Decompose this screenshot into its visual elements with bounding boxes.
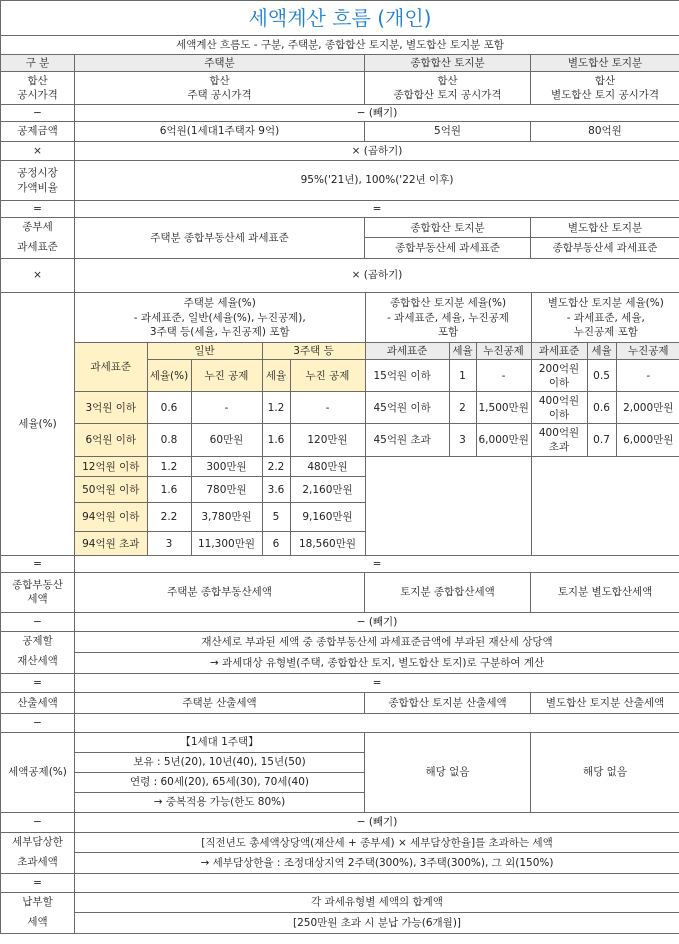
credit-line-1: 【1세대 1주택】 [75, 732, 365, 752]
house-rate-row-2-rate3: 1.6 [262, 424, 290, 457]
comp-land-tax-base: 종합부동산세 과세표준 [365, 238, 531, 258]
tax-payable-line-2: [250만원 초과 시 분납 가능(6개월)] [75, 913, 679, 933]
subtitle: 세액계산 흐름도 - 구분, 주택분, 종합합산 토지분, 별도합산 토지분 포함 [1, 36, 679, 55]
operator-equals-text-3: = [75, 673, 679, 692]
sep-rate-row-2-rate: 0.6 [587, 392, 616, 424]
house-rate-row-2-deduct3: 120만원 [290, 424, 365, 457]
credit-line-3: 연령 : 60세(20), 65세(30), 70세(40) [75, 772, 365, 792]
house-deduction: 6억원(1세대1주택자 9억) [75, 122, 365, 142]
sep-rate-row-1-base: 200억원 이하 [531, 360, 587, 392]
sep-rate-empty [531, 457, 679, 555]
tax-limit-line-1: [직전년도 총세액상당액(재산세 + 종부세) × 세부담상한율]를 초과하는 세액 [75, 832, 679, 852]
house-three-deduct-header: 누진 공제 [290, 360, 365, 392]
house-three-rate-header: 세율 [262, 360, 290, 392]
comp-land-comprehensive-tax: 토지분 종합합산세액 [365, 572, 531, 612]
operator-times-text: × (곱하기) [75, 142, 679, 161]
label-calculated-tax: 산출세액 [1, 692, 75, 713]
house-rate-row-2-rate: 0.8 [147, 424, 191, 457]
tax-rate-block [75, 292, 679, 555]
sep-rate-row-1-rate: 0.5 [587, 360, 616, 392]
comp-rate-row-3-base: 45억원 초과 [365, 424, 449, 457]
house-rate-title: 주택분 세율(%) - 과세표준, 일반(세율(%), 누진공제), 3주택 등(세율, 누진공제) 포함 [75, 293, 365, 343]
house-rate-row-4-deduct: 780만원 [191, 477, 262, 503]
sep-rate-row-2-base: 400억원 이하 [531, 392, 587, 424]
operator-minus-2: − [1, 612, 75, 631]
operator-minus-text: − (빼기) [75, 105, 679, 122]
house-rate-row-1-rate: 0.6 [147, 392, 191, 424]
house-rate-row-3-deduct: 300만원 [191, 457, 262, 477]
house-general-deduct-header: 누진 공제 [191, 360, 262, 392]
house-rate-row-5-rate: 2.2 [147, 503, 191, 532]
label-tax-limit: 세부담상한 초과세액 [1, 832, 75, 873]
sep-land-official-price: 합산 별도합산 토지 공시가격 [531, 72, 679, 105]
comp-rate-row-2-deduct: 1,500만원 [476, 392, 531, 424]
credit-line-4: → 중복적용 가능(한도 80%) [75, 792, 365, 812]
house-rate-row-6-deduct: 11,300만원 [191, 532, 262, 555]
operator-equals-3: = [1, 673, 75, 692]
house-rate-row-5-deduct3: 9,160만원 [290, 503, 365, 532]
sep-land-tax-base: 종합부동산세 과세표준 [531, 238, 679, 258]
sep-land-rate-title: 별도합산 토지분 세율(%) - 과세표준, 세율, 누진공제 포함 [531, 293, 679, 343]
house-comprehensive-tax: 주택분 종합부동산세액 [75, 572, 365, 612]
house-official-price: 합산 주택 공시가격 [75, 72, 365, 105]
comp-land-rate-title: 종합합산 토지분 세율(%) - 과세표준, 세율, 누진공제 포함 [365, 293, 531, 343]
tax-rate-inner-table [75, 293, 679, 555]
operator-times-2: × [1, 258, 75, 292]
sep-land-comprehensive-tax: 토지분 별도합산세액 [531, 572, 679, 612]
empty-row-2 [75, 873, 679, 892]
house-rate-row-2-base: 6억원 이하 [75, 424, 147, 457]
sep-land-tax-base-title: 별도합산 토지분 [531, 218, 679, 238]
comp-land-calculated-tax: 종합합산 토지분 산출세액 [365, 692, 531, 713]
comp-rate-row-1-deduct: - [476, 360, 531, 392]
operator-minus: − [1, 105, 75, 122]
comp-deduct-header: 누진공제 [476, 343, 531, 360]
comp-rate-row-2-base: 45억원 이하 [365, 392, 449, 424]
label-tax-rate: 세율(%) [1, 292, 75, 555]
house-general-rate-header: 세율(%) [147, 360, 191, 392]
header-house: 주택분 [75, 55, 365, 72]
comp-land-official-price: 합산 종합합산 토지 공시가격 [365, 72, 531, 105]
property-tax-line-2: → 과세대상 유형별(주택, 종합합산 토지, 별도합산 토지)로 구분하여 계산 [75, 652, 679, 673]
operator-equals-text-2: = [75, 555, 679, 572]
operator-equals-2: = [1, 555, 75, 572]
comp-rate-row-3-deduct: 6,000만원 [476, 424, 531, 457]
operator-equals-text: = [75, 201, 679, 218]
operator-equals-4: = [1, 873, 75, 892]
label-market-ratio: 공정시장 가액비율 [1, 161, 75, 201]
operator-minus-text-4: − (빼기) [75, 812, 679, 832]
comp-land-deduction: 5억원 [365, 122, 531, 142]
page-title: 세액계산 흐름 (개인) [1, 1, 679, 36]
tax-limit-line-2: → 세부담상한율 : 조정대상지역 2주택(300%), 3주택(300%), 그 외(150%) [75, 853, 679, 873]
house-rate-row-6-rate3: 6 [262, 532, 290, 555]
operator-equals: = [1, 201, 75, 218]
house-rate-row-3-rate3: 2.2 [262, 457, 290, 477]
label-deduction: 공제금액 [1, 122, 75, 142]
market-ratio-value: 95%('21년), 100%('22년 이후) [75, 161, 679, 201]
comp-base-header: 과세표준 [365, 343, 449, 360]
operator-minus-4: − [1, 812, 75, 832]
house-tax-base: 주택분 종합부동산세 과세표준 [75, 218, 365, 259]
sep-rate-row-3-base: 400억원 초과 [531, 424, 587, 457]
sep-land-deduction: 80억원 [531, 122, 679, 142]
house-rate-row-2-deduct: 60만원 [191, 424, 262, 457]
operator-minus-text-2: − (빼기) [75, 612, 679, 631]
house-calculated-tax: 주택분 산출세액 [75, 692, 365, 713]
sep-base-header: 과세표준 [531, 343, 587, 360]
sep-land-credit: 해당 없음 [531, 732, 679, 812]
property-tax-line-1: 재산세로 부과된 세액 중 종합부동산세 과세표준금액에 부과된 재산세 상당액 [75, 631, 679, 652]
house-rate-row-1-deduct3: - [290, 392, 365, 424]
house-rate-row-5-base: 94억원 이하 [75, 503, 147, 532]
house-rate-row-6-base: 94억원 초과 [75, 532, 147, 555]
comp-rate-empty [365, 457, 531, 555]
sep-deduct-header: 누진공제 [616, 343, 679, 360]
house-rate-row-3-rate: 1.2 [147, 457, 191, 477]
comp-land-credit: 해당 없음 [365, 732, 531, 812]
operator-minus-3: − [1, 713, 75, 732]
label-tax-payable: 납부할 세액 [1, 892, 75, 933]
comp-rate-row-3-rate: 3 [449, 424, 476, 457]
house-rate-row-1-rate3: 1.2 [262, 392, 290, 424]
comp-land-tax-base-title: 종합합산 토지분 [365, 218, 531, 238]
label-official-price: 합산 공시가격 [1, 72, 75, 105]
house-rate-row-4-rate: 1.6 [147, 477, 191, 503]
label-property-tax-credit: 공제할 재산세액 [1, 631, 75, 673]
sep-rate-row-3-deduct: 6,000만원 [616, 424, 679, 457]
comp-rate-header: 세율 [449, 343, 476, 360]
house-general-header: 일반 [147, 343, 262, 360]
operator-times: × [1, 142, 75, 161]
sep-rate-header: 세율 [587, 343, 616, 360]
house-rate-row-4-rate3: 3.6 [262, 477, 290, 503]
operator-times-text-2: × (곱하기) [75, 258, 679, 292]
house-rate-row-4-base: 50억원 이하 [75, 477, 147, 503]
sep-rate-row-3-rate: 0.7 [587, 424, 616, 457]
house-rate-row-3-deduct3: 480만원 [290, 457, 365, 477]
tax-payable-line-1: 각 과세유형별 세액의 합계액 [75, 892, 679, 912]
sep-rate-row-1-deduct: - [616, 360, 679, 392]
house-rate-row-5-deduct: 3,780만원 [191, 503, 262, 532]
header-category: 구 분 [1, 55, 75, 72]
label-tax-base: 종부세 과세표준 [1, 218, 75, 259]
comp-rate-row-2-rate: 2 [449, 392, 476, 424]
empty-row [75, 713, 679, 732]
house-base-header: 과세표준 [75, 343, 147, 392]
credit-line-2: 보유 : 5년(20), 10년(40), 15년(50) [75, 752, 365, 772]
house-rate-row-4-deduct3: 2,160만원 [290, 477, 365, 503]
house-three-header: 3주택 등 [262, 343, 365, 360]
house-rate-row-3-base: 12억원 이하 [75, 457, 147, 477]
header-sep-land: 별도합산 토지분 [531, 55, 679, 72]
label-tax-credit: 세액공제(%) [1, 732, 75, 812]
house-rate-row-6-deduct3: 18,560만원 [290, 532, 365, 555]
house-rate-row-5-rate3: 5 [262, 503, 290, 532]
sep-rate-row-2-deduct: 2,000만원 [616, 392, 679, 424]
sep-land-calculated-tax: 별도합산 토지분 산출세액 [531, 692, 679, 713]
comp-rate-row-1-base: 15억원 이하 [365, 360, 449, 392]
house-rate-row-6-rate: 3 [147, 532, 191, 555]
house-rate-row-1-deduct: - [191, 392, 262, 424]
comp-rate-row-1-rate: 1 [449, 360, 476, 392]
house-rate-row-1-base: 3억원 이하 [75, 392, 147, 424]
label-comprehensive-tax: 종합부동산 세액 [1, 572, 75, 612]
header-comp-land: 종합합산 토지분 [365, 55, 531, 72]
